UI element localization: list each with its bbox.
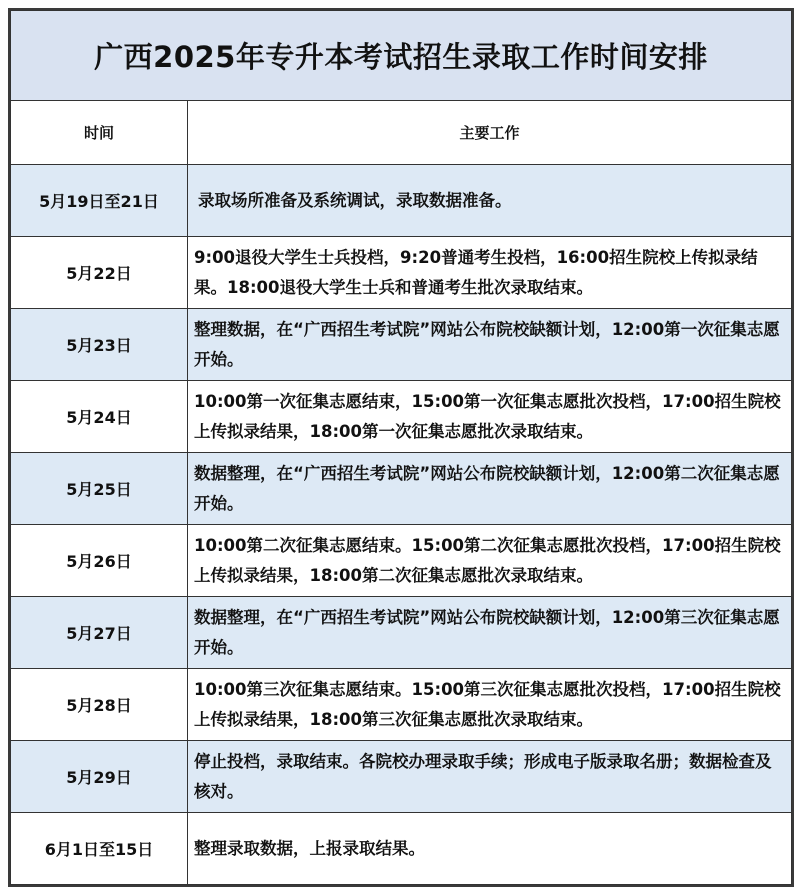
work-cell: 数据整理，在“广西招生考试院”网站公布院校缺额计划，12:00第二次征集志愿开始。 xyxy=(188,453,792,525)
table-row xyxy=(11,381,792,453)
work-cell: 整理录取数据，上报录取结果。 xyxy=(188,813,792,885)
table-row xyxy=(11,453,792,525)
title-row xyxy=(11,11,792,101)
schedule-sheet xyxy=(8,8,794,887)
work-cell: 整理数据，在“广西招生考试院”网站公布院校缺额计划，12:00第一次征集志愿开始。 xyxy=(188,309,792,381)
table-row xyxy=(11,525,792,597)
date-cell: 5月26日 xyxy=(11,525,188,597)
date-cell: 5月22日 xyxy=(11,237,188,309)
page-title: 广西2025年专升本考试招生录取工作时间安排 xyxy=(11,11,792,101)
date-cell: 5月24日 xyxy=(11,381,188,453)
date-cell: 5月29日 xyxy=(11,741,188,813)
date-cell: 5月28日 xyxy=(11,669,188,741)
header-row xyxy=(11,101,792,165)
date-cell: 5月27日 xyxy=(11,597,188,669)
table-row xyxy=(11,309,792,381)
column-header-date: 时间 xyxy=(11,101,188,165)
date-cell: 5月25日 xyxy=(11,453,188,525)
work-cell: 10:00第三次征集志愿结束。15:00第三次征集志愿批次投档，17:00招生院校上传拟录结果，18:00第三次征集志愿批次录取结束。 xyxy=(188,669,792,741)
schedule-table xyxy=(10,10,792,885)
table-row xyxy=(11,165,792,237)
column-header-work: 主要工作 xyxy=(188,101,792,165)
table-row xyxy=(11,741,792,813)
work-cell: 数据整理，在“广西招生考试院”网站公布院校缺额计划，12:00第三次征集志愿开始。 xyxy=(188,597,792,669)
work-cell: 9:00退役大学生士兵投档，9:20普通考生投档，16:00招生院校上传拟录结果。18:00退役大学生士兵和普通考生批次录取结束。 xyxy=(188,237,792,309)
work-cell: 停止投档，录取结束。各院校办理录取手续；形成电子版录取名册；数据检查及核对。 xyxy=(188,741,792,813)
table-row xyxy=(11,597,792,669)
table-row xyxy=(11,813,792,885)
work-cell: 10:00第二次征集志愿结束。15:00第二次征集志愿批次投档，17:00招生院校上传拟录结果，18:00第二次征集志愿批次录取结束。 xyxy=(188,525,792,597)
work-cell: 10:00第一次征集志愿结束，15:00第一次征集志愿批次投档，17:00招生院校上传拟录结果，18:00第一次征集志愿批次录取结束。 xyxy=(188,381,792,453)
date-cell: 5月23日 xyxy=(11,309,188,381)
table-row xyxy=(11,237,792,309)
table-row xyxy=(11,669,792,741)
date-cell: 5月19日至21日 xyxy=(11,165,188,237)
work-cell: 录取场所准备及系统调试，录取数据准备。 xyxy=(188,165,792,237)
date-cell: 6月1日至15日 xyxy=(11,813,188,885)
